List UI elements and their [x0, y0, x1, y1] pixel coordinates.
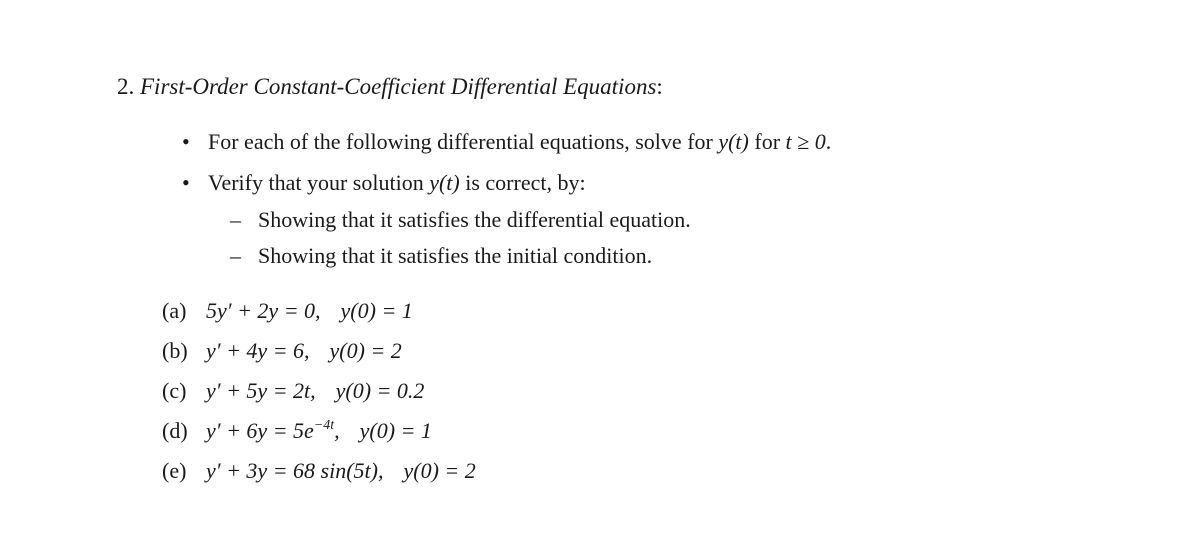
bullet-text: For each of the following differential equations, solve for: [208, 129, 719, 154]
equation-exponent: −4t: [313, 418, 335, 433]
dash-glyph: –: [230, 207, 241, 232]
sub-bullet-initial-condition: [230, 241, 652, 271]
bullet-text: for: [748, 129, 786, 154]
bullet-text: Verify that your solution: [208, 170, 430, 195]
equation-e: [162, 456, 476, 486]
equation-a: [162, 296, 413, 326]
equation-body: y′ + 4y = 6,: [206, 338, 310, 363]
equation-body: 5y′ + 2y = 0,: [206, 298, 321, 323]
initial-condition: y(0) = 1: [359, 418, 432, 443]
initial-condition: y(0) = 0.2: [335, 378, 425, 403]
sub-bullet-text: Showing that it satisfies the initial condition.: [258, 243, 653, 268]
math-t-condition: t ≥ 0: [785, 129, 826, 154]
equation-label: (e): [162, 458, 187, 483]
math-y-of-t: y(t): [718, 129, 749, 154]
sub-bullet-differential-equation: [230, 205, 691, 235]
problem-title: First-Order Constant-Coefficient Differential Equations: [140, 74, 657, 99]
problem-heading: [117, 72, 663, 102]
dash-glyph: –: [230, 243, 241, 268]
instruction-bullet-verify: [182, 168, 586, 198]
initial-condition: y(0) = 1: [340, 298, 413, 323]
equation-body: y′ + 6y = 5e: [206, 418, 314, 443]
equation-label: (d): [162, 418, 188, 443]
bullet-glyph: •: [182, 129, 190, 154]
instruction-bullet-solve: [182, 127, 831, 157]
equation-body: y′ + 3y = 68 sin(5t),: [206, 458, 384, 483]
equation-label: (a): [162, 298, 187, 323]
equation-label: (b): [162, 338, 188, 363]
initial-condition: y(0) = 2: [403, 458, 476, 483]
sub-bullet-text: Showing that it satisfies the differential equation.: [258, 207, 691, 232]
problem-number: 2.: [117, 74, 135, 99]
equation-body: y′ + 5y = 2t,: [206, 378, 316, 403]
bullet-text: .: [825, 129, 832, 154]
equation-b: [162, 336, 402, 366]
initial-condition: y(0) = 2: [329, 338, 402, 363]
equation-label: (c): [162, 378, 187, 403]
problem-title-colon: :: [656, 74, 663, 99]
bullet-glyph: •: [182, 170, 190, 195]
bullet-text: is correct, by:: [459, 170, 586, 195]
equation-comma: ,: [334, 418, 340, 443]
equation-c: [162, 376, 424, 406]
math-y-of-t: y(t): [429, 170, 460, 195]
equation-d: [162, 416, 432, 446]
